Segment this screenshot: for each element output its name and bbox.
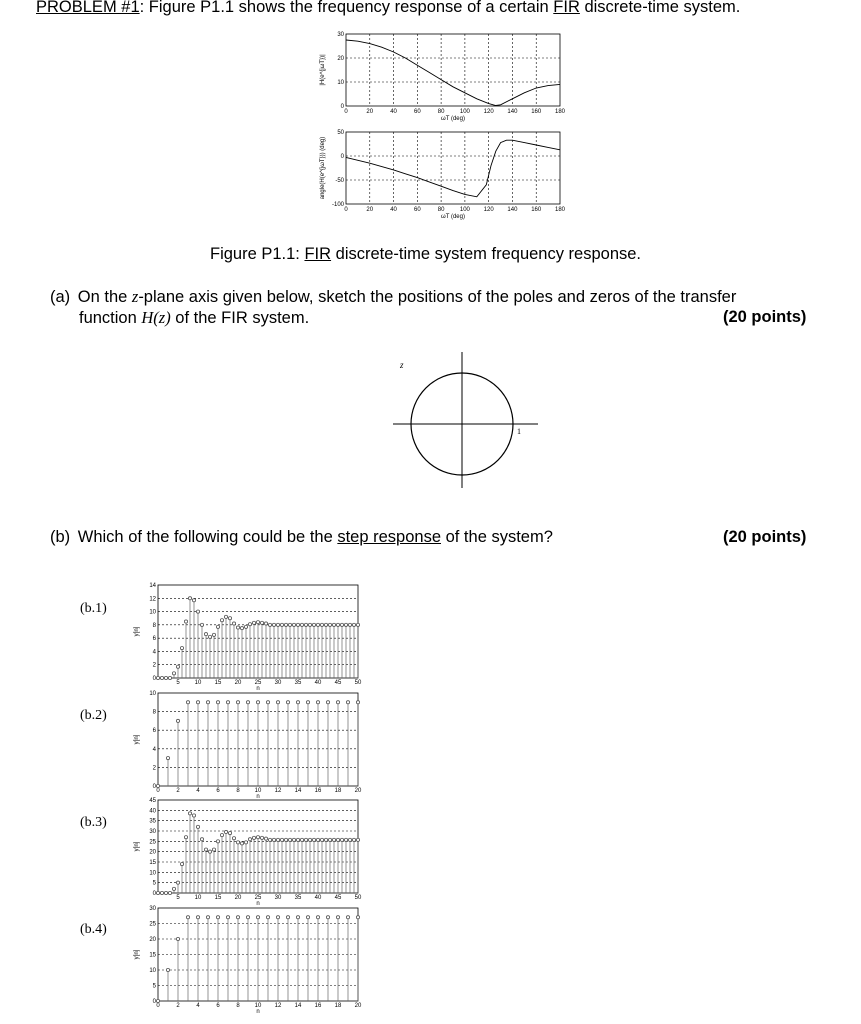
x-tick-label: 14 xyxy=(294,788,302,794)
stem-marker xyxy=(266,916,269,919)
stem-marker xyxy=(188,812,191,815)
stem-marker xyxy=(332,623,335,626)
stem-marker xyxy=(226,916,229,919)
stem-marker xyxy=(246,916,249,919)
plot-area xyxy=(346,132,560,204)
stem-marker xyxy=(296,623,299,626)
x-tick-label: 14 xyxy=(294,1003,302,1009)
stem-marker xyxy=(346,701,349,704)
stem-marker xyxy=(356,838,359,841)
stem-marker xyxy=(268,623,271,626)
stem-marker xyxy=(184,836,187,839)
y-tick-label: 4 xyxy=(152,649,156,656)
stem-marker xyxy=(248,838,251,841)
stem-marker xyxy=(276,623,279,626)
option-b1-label[interactable]: (b.1) xyxy=(80,601,107,616)
y-tick-label: 40 xyxy=(149,808,156,815)
stem-marker xyxy=(208,850,211,853)
stem-marker xyxy=(300,838,303,841)
stem-marker xyxy=(336,916,339,919)
problem-colon: : xyxy=(139,0,145,16)
x-tick-label: 12 xyxy=(274,788,282,794)
stem-marker xyxy=(216,916,219,919)
stem-marker xyxy=(216,701,219,704)
x-tick-label: 8 xyxy=(236,788,240,794)
stem-marker xyxy=(164,676,167,679)
stem-marker xyxy=(286,701,289,704)
stem-marker xyxy=(160,676,163,679)
x-tick-label: 0 xyxy=(156,1003,160,1009)
stem-marker xyxy=(344,623,347,626)
stem-marker xyxy=(196,825,199,828)
stem-marker xyxy=(312,623,315,626)
stem-marker xyxy=(356,701,359,704)
stem-marker xyxy=(268,838,271,841)
stem-marker xyxy=(336,838,339,841)
problem-label: PROBLEM #1 xyxy=(36,0,140,16)
stem-marker xyxy=(292,838,295,841)
x-tick-label: 180 xyxy=(554,109,566,115)
y-tick-label: 0 xyxy=(340,154,344,160)
option-b4-label[interactable]: (b.4) xyxy=(80,922,107,937)
stem-marker xyxy=(200,623,203,626)
stem-marker xyxy=(256,701,259,704)
phase-plot xyxy=(300,124,590,224)
x-tick-label: 6 xyxy=(216,1003,220,1009)
y-tick-label: 5 xyxy=(152,880,156,887)
h-func: H(z) xyxy=(141,308,171,327)
stem-marker xyxy=(326,701,329,704)
stem-marker xyxy=(352,623,355,626)
y-tick-label: 50 xyxy=(337,130,344,136)
stem-marker xyxy=(288,838,291,841)
stem-marker xyxy=(168,676,171,679)
stem-marker xyxy=(264,622,267,625)
stem-marker xyxy=(180,862,183,865)
y-tick-label: 20 xyxy=(149,849,156,856)
stem-marker xyxy=(212,633,215,636)
x-tick-label: 2 xyxy=(176,1003,180,1009)
x-tick-label: 45 xyxy=(334,895,342,901)
stem-marker xyxy=(172,887,175,890)
stem-marker xyxy=(244,841,247,844)
y-tick-label: 2 xyxy=(152,765,156,772)
x-tick-label: 30 xyxy=(274,680,282,686)
x-tick-label: 120 xyxy=(483,207,494,213)
stem-marker xyxy=(260,836,263,839)
z-plane xyxy=(390,350,540,490)
part-a-line2 xyxy=(79,308,309,328)
part-a-text1: On the xyxy=(77,288,132,306)
stem-marker xyxy=(196,610,199,613)
caption-before: Figure P1.1: xyxy=(210,245,305,263)
x-tick-label: 20 xyxy=(234,680,242,686)
y-tick-label: 20 xyxy=(337,56,344,62)
x-tick-label: 6 xyxy=(216,788,220,794)
y-tick-label: 4 xyxy=(152,746,156,753)
problem-intro-before: Figure P1.1 shows the frequency response of a certain xyxy=(144,0,554,16)
stem-marker xyxy=(246,701,249,704)
y-tick-label: 30 xyxy=(149,829,156,835)
x-tick-label: 100 xyxy=(459,109,470,115)
stem-marker xyxy=(336,701,339,704)
stem-marker xyxy=(328,623,331,626)
stem-marker xyxy=(304,838,307,841)
figure-caption xyxy=(210,245,641,264)
stem-marker xyxy=(166,757,169,760)
stem-marker xyxy=(236,626,239,629)
y-tick-label: 5 xyxy=(152,983,156,990)
stem-marker xyxy=(216,840,219,843)
stem-marker xyxy=(346,916,349,919)
stem-marker xyxy=(192,599,195,602)
x-tick-label: 18 xyxy=(334,788,342,794)
stem-marker xyxy=(232,837,235,840)
stem-marker xyxy=(308,623,311,626)
stem-marker xyxy=(264,837,267,840)
stem-marker xyxy=(236,841,239,844)
x-tick-label: 60 xyxy=(413,207,421,213)
part-b-line xyxy=(50,528,553,547)
stem-marker xyxy=(324,838,327,841)
z-label: z xyxy=(400,360,404,370)
x-tick-label: 10 xyxy=(194,895,202,901)
x-tick-label: 30 xyxy=(274,895,282,901)
stem-marker xyxy=(296,838,299,841)
plot-area xyxy=(346,34,560,106)
stem-marker xyxy=(200,838,203,841)
stem-marker xyxy=(228,831,231,834)
stem-marker xyxy=(176,937,179,940)
part-a-text3: function xyxy=(79,309,142,327)
stem-marker xyxy=(188,597,191,600)
stem-marker xyxy=(166,968,169,971)
stem-marker xyxy=(186,916,189,919)
stem-marker xyxy=(344,838,347,841)
stem-marker xyxy=(228,617,231,620)
stem-marker xyxy=(156,999,159,1002)
y-tick-label: 10 xyxy=(149,691,156,697)
stem-marker xyxy=(320,623,323,626)
stem-marker xyxy=(172,672,175,675)
x-tick-label: 16 xyxy=(314,1003,322,1009)
y-tick-label: 10 xyxy=(337,80,344,86)
y-tick-label: 6 xyxy=(152,728,156,735)
stem-marker xyxy=(180,647,183,650)
stem-marker xyxy=(340,623,343,626)
problem-intro-after: discrete-time system. xyxy=(579,0,741,16)
y-axis-label: y[n] xyxy=(134,949,140,960)
x-tick-label: 160 xyxy=(531,109,542,115)
x-axis-label: n xyxy=(256,1009,260,1013)
stem-marker xyxy=(186,701,189,704)
x-tick-label: 40 xyxy=(390,109,397,115)
stem-marker xyxy=(340,838,343,841)
stem-marker xyxy=(348,838,351,841)
stem-marker xyxy=(196,916,199,919)
stem-marker xyxy=(316,623,319,626)
y-tick-label: 0 xyxy=(340,104,344,110)
x-tick-label: 0 xyxy=(156,788,160,794)
x-tick-label: 8 xyxy=(236,1003,240,1009)
x-tick-label: 25 xyxy=(254,680,262,686)
stem-marker xyxy=(326,916,329,919)
y-tick-label: 0 xyxy=(152,999,156,1005)
stem-marker xyxy=(244,625,247,628)
x-tick-label: 20 xyxy=(354,1003,362,1009)
y-tick-label: 10 xyxy=(149,870,156,877)
z-var: z xyxy=(131,287,139,306)
option-b2-label[interactable]: (b.2) xyxy=(80,708,107,723)
x-tick-label: 5 xyxy=(176,680,180,686)
stem-marker xyxy=(260,621,263,624)
stem-marker xyxy=(212,848,215,851)
stem-marker xyxy=(284,623,287,626)
stem-marker xyxy=(328,838,331,841)
stem-marker xyxy=(224,830,227,833)
x-axis-label: n xyxy=(256,794,260,798)
y-axis-label: y[n] xyxy=(134,734,140,745)
stem-marker xyxy=(316,838,319,841)
stem-marker xyxy=(252,621,255,624)
x-tick-label: 10 xyxy=(194,680,202,686)
stem-marker xyxy=(196,701,199,704)
y-tick-label: 0 xyxy=(152,676,156,682)
stem-marker xyxy=(280,838,283,841)
part-a-line1 xyxy=(50,287,736,307)
x-tick-label: 35 xyxy=(294,680,302,686)
stem-marker xyxy=(316,701,319,704)
y-tick-label: 2 xyxy=(152,662,156,669)
x-tick-label: 10 xyxy=(254,1003,262,1009)
y-tick-label: 14 xyxy=(149,583,156,589)
x-axis-label: n xyxy=(256,901,260,905)
stem-marker xyxy=(256,836,259,839)
part-b-text1: Which of the following could be the xyxy=(77,528,338,546)
y-tick-label: 10 xyxy=(149,609,156,616)
stem-marker xyxy=(312,838,315,841)
option-b4-plot xyxy=(130,903,370,1013)
stem-marker xyxy=(220,619,223,622)
x-tick-label: 50 xyxy=(354,895,362,901)
x-tick-label: 20 xyxy=(354,788,362,794)
y-tick-label: 10 xyxy=(149,968,156,974)
option-b1-plot xyxy=(130,580,370,690)
y-axis-label: |H(e^{jωT})| xyxy=(320,54,326,86)
stem-marker xyxy=(252,836,255,839)
x-tick-label: 80 xyxy=(437,109,445,115)
stem-marker xyxy=(192,814,195,817)
stem-marker xyxy=(324,623,327,626)
stem-marker xyxy=(286,916,289,919)
stem-marker xyxy=(216,625,219,628)
one-label: 1 xyxy=(517,427,521,436)
x-tick-label: 2 xyxy=(176,788,180,794)
x-tick-label: 20 xyxy=(366,109,374,115)
x-tick-label: 0 xyxy=(344,207,348,213)
stem-marker xyxy=(248,623,251,626)
x-axis-label: n xyxy=(256,686,260,690)
stem-marker xyxy=(266,701,269,704)
stem-marker xyxy=(156,891,159,894)
x-tick-label: 5 xyxy=(176,895,180,901)
y-tick-label: -100 xyxy=(331,202,344,208)
x-tick-label: 18 xyxy=(334,1003,342,1009)
option-b3-plot xyxy=(130,795,370,905)
x-tick-label: 45 xyxy=(334,680,342,686)
x-tick-label: 0 xyxy=(344,109,348,115)
y-axis-label: y[n] xyxy=(134,626,140,637)
x-tick-label: 15 xyxy=(214,680,222,686)
x-tick-label: 20 xyxy=(366,207,374,213)
x-tick-label: 140 xyxy=(507,109,518,115)
stem-marker xyxy=(296,916,299,919)
x-tick-label: 50 xyxy=(354,680,362,686)
stem-marker xyxy=(256,916,259,919)
stem-marker xyxy=(288,623,291,626)
y-tick-label: 15 xyxy=(149,860,156,866)
part-b-label: (b) xyxy=(50,528,71,546)
problem-header xyxy=(36,0,740,17)
x-tick-label: 20 xyxy=(234,895,242,901)
x-tick-label: 40 xyxy=(314,895,322,901)
y-tick-label: 15 xyxy=(149,952,156,959)
stem-marker xyxy=(206,916,209,919)
part-b-points: (20 points) xyxy=(723,528,807,546)
y-tick-label: 0 xyxy=(152,784,156,790)
stem-marker xyxy=(240,842,243,845)
stem-marker xyxy=(276,701,279,704)
x-tick-label: 60 xyxy=(413,109,421,115)
y-axis-label: y[n] xyxy=(134,841,140,852)
y-tick-label: 30 xyxy=(337,32,344,38)
y-tick-label: 45 xyxy=(149,798,156,804)
stem-marker xyxy=(356,623,359,626)
stem-marker xyxy=(320,838,323,841)
x-tick-label: 160 xyxy=(531,207,542,213)
problem-fir: FIR xyxy=(553,0,580,16)
stem-marker xyxy=(306,916,309,919)
y-tick-label: 6 xyxy=(152,636,156,643)
stem-marker xyxy=(164,891,167,894)
x-tick-label: 10 xyxy=(254,788,262,794)
caption-fir: FIR xyxy=(304,245,332,263)
y-tick-label: 25 xyxy=(149,839,156,846)
part-a-text2: -plane axis given below, sketch the positions of the poles and zeros of the transfer xyxy=(138,288,737,306)
stem-marker xyxy=(204,848,207,851)
stem-marker xyxy=(208,635,211,638)
stem-marker xyxy=(276,916,279,919)
y-tick-label: 8 xyxy=(152,709,156,716)
option-b3-label[interactable]: (b.3) xyxy=(80,815,107,830)
stem-marker xyxy=(204,633,207,636)
stem-marker xyxy=(280,623,283,626)
option-b2-plot xyxy=(130,688,370,798)
part-a-text4: of the FIR system. xyxy=(170,309,310,327)
stem-marker xyxy=(296,701,299,704)
stem-marker xyxy=(336,623,339,626)
stem-marker xyxy=(176,665,179,668)
x-tick-label: 80 xyxy=(437,207,445,213)
part-a-points: (20 points) xyxy=(723,308,807,326)
x-tick-label: 12 xyxy=(274,1003,282,1009)
stem-marker xyxy=(156,676,159,679)
stem-marker xyxy=(224,615,227,618)
stem-marker xyxy=(284,838,287,841)
y-tick-label: 20 xyxy=(149,937,156,943)
stem-marker xyxy=(156,784,159,787)
x-tick-label: 4 xyxy=(196,788,200,794)
x-tick-label: 15 xyxy=(214,895,222,901)
stem-marker xyxy=(184,620,187,623)
x-tick-label: 120 xyxy=(483,109,494,115)
x-tick-label: 140 xyxy=(507,207,518,213)
x-tick-label: 40 xyxy=(390,207,397,213)
y-tick-label: -50 xyxy=(335,178,344,184)
stem-marker xyxy=(256,621,259,624)
stem-marker xyxy=(306,701,309,704)
y-tick-label: 12 xyxy=(149,596,156,603)
caption-after: discrete-time system frequency response. xyxy=(331,245,642,263)
stem-marker xyxy=(292,623,295,626)
x-tick-label: 180 xyxy=(554,207,566,213)
part-a-label: (a) xyxy=(50,288,71,306)
stem-marker xyxy=(226,701,229,704)
x-tick-label: 40 xyxy=(314,680,322,686)
stem-marker xyxy=(300,623,303,626)
stem-marker xyxy=(240,627,243,630)
x-axis-label: ωT (deg) xyxy=(441,116,465,122)
stem-marker xyxy=(272,838,275,841)
stem-marker xyxy=(206,701,209,704)
stem-marker xyxy=(176,881,179,884)
stem-marker xyxy=(160,891,163,894)
y-tick-label: 35 xyxy=(149,818,156,825)
y-tick-label: 30 xyxy=(149,906,156,912)
x-tick-label: 25 xyxy=(254,895,262,901)
x-axis-label: ωT (deg) xyxy=(441,214,465,220)
stem-marker xyxy=(356,916,359,919)
stem-marker xyxy=(236,916,239,919)
stem-marker xyxy=(176,719,179,722)
y-tick-label: 25 xyxy=(149,921,156,928)
x-tick-label: 4 xyxy=(196,1003,200,1009)
stem-marker xyxy=(352,838,355,841)
y-axis-label: angle(H(e^{jωT})) (deg) xyxy=(320,136,326,200)
stem-marker xyxy=(232,622,235,625)
stem-marker xyxy=(236,701,239,704)
stem-marker xyxy=(348,623,351,626)
y-tick-label: 0 xyxy=(152,891,156,897)
stem-marker xyxy=(168,891,171,894)
step-response-link: step response xyxy=(337,528,441,546)
stem-marker xyxy=(276,838,279,841)
stem-marker xyxy=(308,838,311,841)
stem-marker xyxy=(316,916,319,919)
stem-marker xyxy=(304,623,307,626)
part-b-text2: of the system? xyxy=(441,528,553,546)
x-tick-label: 100 xyxy=(459,207,470,213)
stem-marker xyxy=(332,838,335,841)
magnitude-plot xyxy=(300,26,590,126)
x-tick-label: 35 xyxy=(294,895,302,901)
stem-marker xyxy=(220,834,223,837)
x-tick-label: 16 xyxy=(314,788,322,794)
y-tick-label: 8 xyxy=(152,622,156,629)
stem-marker xyxy=(272,623,275,626)
